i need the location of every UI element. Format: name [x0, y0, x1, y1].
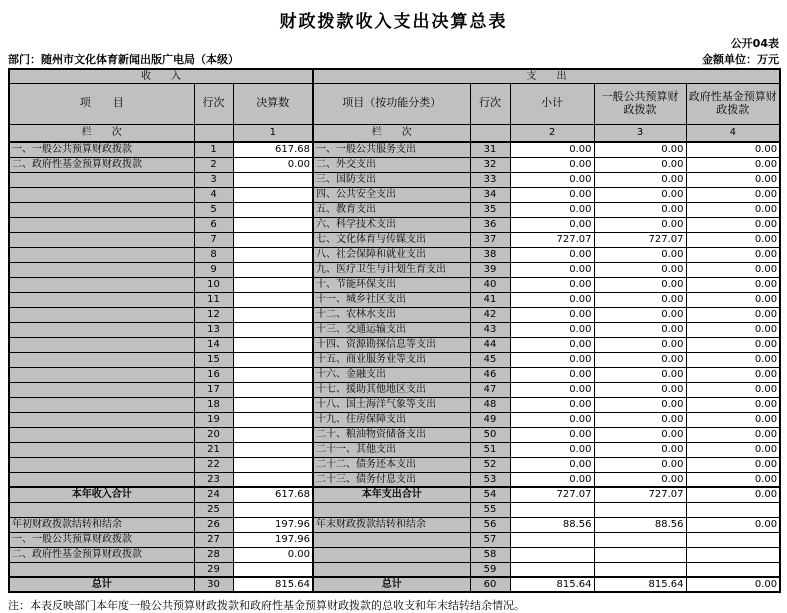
expense-general-cell: 0.00 — [594, 427, 686, 442]
expense-line-cell: 34 — [470, 187, 510, 202]
expense-item-cell: 十六、金融支出 — [313, 367, 470, 382]
expense-line-cell: 37 — [470, 232, 510, 247]
income-line-cell: 14 — [194, 337, 233, 352]
income-amount-cell — [233, 562, 313, 577]
expense-fund-cell: 0.00 — [686, 427, 780, 442]
expense-fund-cell: 0.00 — [686, 397, 780, 412]
table-row — [9, 202, 780, 217]
expense-subtotal-cell: 0.00 — [510, 337, 594, 352]
col-header-line2: 行次 — [470, 83, 510, 124]
income-line-cell: 13 — [194, 322, 233, 337]
table-row — [9, 487, 780, 502]
expense-general-cell: 0.00 — [594, 397, 686, 412]
table-row — [9, 517, 780, 532]
income-line-cell: 20 — [194, 427, 233, 442]
expense-line-cell: 44 — [470, 337, 510, 352]
table-row — [9, 442, 780, 457]
expense-subtotal-cell: 0.00 — [510, 352, 594, 367]
expense-item-cell: 本年支出合计 — [313, 487, 470, 502]
income-line-cell: 29 — [194, 562, 233, 577]
income-line-cell: 2 — [194, 157, 233, 172]
expense-subtotal-cell: 727.07 — [510, 232, 594, 247]
table-row — [9, 532, 780, 547]
expense-subtotal-cell: 0.00 — [510, 292, 594, 307]
income-item-cell — [9, 472, 194, 487]
income-line-cell: 4 — [194, 187, 233, 202]
expense-item-cell: 十一、城乡社区支出 — [313, 292, 470, 307]
income-amount-cell — [233, 382, 313, 397]
table-row — [9, 187, 780, 202]
table-row — [9, 307, 780, 322]
income-amount-cell — [233, 187, 313, 202]
expense-general-cell: 0.00 — [594, 247, 686, 262]
expense-item-cell: 十、节能环保支出 — [313, 277, 470, 292]
column-index-row — [9, 124, 780, 142]
expense-subtotal-cell: 727.07 — [510, 487, 594, 502]
income-item-cell — [9, 502, 194, 517]
income-item-cell — [9, 337, 194, 352]
expense-general-cell: 0.00 — [594, 292, 686, 307]
expense-general-cell: 0.00 — [594, 277, 686, 292]
expense-fund-cell: 0.00 — [686, 307, 780, 322]
unit-label: 金额单位：万元 — [702, 53, 779, 66]
income-item-cell — [9, 247, 194, 262]
budget-table — [8, 68, 781, 593]
table-row — [9, 157, 780, 172]
expense-fund-cell: 0.00 — [686, 262, 780, 277]
income-line-cell: 19 — [194, 412, 233, 427]
expense-item-cell: 二十一、其他支出 — [313, 442, 470, 457]
income-amount-cell: 617.68 — [233, 487, 313, 502]
expense-subtotal-cell — [510, 547, 594, 562]
col-index-4: 4 — [686, 124, 780, 142]
expense-line-cell: 54 — [470, 487, 510, 502]
income-line-cell: 30 — [194, 577, 233, 592]
expense-line-cell: 43 — [470, 322, 510, 337]
table-row — [9, 142, 780, 157]
expense-fund-cell: 0.00 — [686, 472, 780, 487]
expense-line-cell: 45 — [470, 352, 510, 367]
expense-subtotal-cell: 0.00 — [510, 382, 594, 397]
expense-fund-cell: 0.00 — [686, 412, 780, 427]
table-row — [9, 382, 780, 397]
income-amount-cell — [233, 337, 313, 352]
form-code: 公开04表 — [730, 37, 779, 50]
expense-general-cell: 0.00 — [594, 307, 686, 322]
expense-line-cell: 57 — [470, 532, 510, 547]
expense-fund-cell: 0.00 — [686, 577, 780, 592]
expense-fund-cell — [686, 547, 780, 562]
income-amount-cell: 197.96 — [233, 517, 313, 532]
expense-line-cell: 46 — [470, 367, 510, 382]
expense-subtotal-cell: 0.00 — [510, 172, 594, 187]
expense-general-cell: 0.00 — [594, 142, 686, 157]
table-row — [9, 562, 780, 577]
income-amount-cell — [233, 172, 313, 187]
expense-general-cell: 0.00 — [594, 322, 686, 337]
expense-fund-cell: 0.00 — [686, 292, 780, 307]
expense-fund-cell: 0.00 — [686, 172, 780, 187]
expense-fund-cell: 0.00 — [686, 382, 780, 397]
expense-general-cell: 88.56 — [594, 517, 686, 532]
department-label: 部门：随州市文化体育新闻出版广电局（本级） — [8, 53, 239, 66]
income-item-cell — [9, 382, 194, 397]
income-item-cell — [9, 412, 194, 427]
expense-line-cell: 47 — [470, 382, 510, 397]
income-item-cell: 总计 — [9, 577, 194, 592]
expense-fund-cell: 0.00 — [686, 367, 780, 382]
income-line-cell: 23 — [194, 472, 233, 487]
expense-general-cell — [594, 502, 686, 517]
expense-line-cell: 35 — [470, 202, 510, 217]
table-row — [9, 172, 780, 187]
expense-subtotal-cell: 0.00 — [510, 202, 594, 217]
expense-general-cell: 0.00 — [594, 172, 686, 187]
expense-line-cell: 33 — [470, 172, 510, 187]
expense-item-cell: 十八、国土海洋气象等支出 — [313, 397, 470, 412]
expense-item-cell: 二十三、债务付息支出 — [313, 472, 470, 487]
table-body — [9, 142, 780, 592]
income-amount-cell — [233, 247, 313, 262]
income-amount-cell — [233, 412, 313, 427]
expense-subtotal-cell: 0.00 — [510, 472, 594, 487]
expense-fund-cell — [686, 562, 780, 577]
income-item-cell — [9, 172, 194, 187]
income-item-cell — [9, 292, 194, 307]
expense-general-cell: 0.00 — [594, 262, 686, 277]
income-amount-cell — [233, 427, 313, 442]
expense-general-cell: 0.00 — [594, 412, 686, 427]
expense-general-cell: 0.00 — [594, 352, 686, 367]
column-header-row — [9, 83, 780, 124]
expense-subtotal-cell: 0.00 — [510, 217, 594, 232]
expense-subtotal-cell: 0.00 — [510, 157, 594, 172]
expense-line-cell: 36 — [470, 217, 510, 232]
col-header-amount: 决算数 — [233, 83, 313, 124]
expense-general-cell: 0.00 — [594, 157, 686, 172]
income-amount-cell — [233, 202, 313, 217]
col-index-1: 1 — [233, 124, 313, 142]
income-line-cell: 3 — [194, 172, 233, 187]
expense-line-cell: 52 — [470, 457, 510, 472]
expense-fund-cell: 0.00 — [686, 142, 780, 157]
expense-fund-cell: 0.00 — [686, 322, 780, 337]
expense-fund-cell: 0.00 — [686, 517, 780, 532]
table-row — [9, 412, 780, 427]
income-item-cell — [9, 217, 194, 232]
income-item-cell — [9, 397, 194, 412]
table-row — [9, 262, 780, 277]
income-line-cell: 8 — [194, 247, 233, 262]
table-row — [9, 232, 780, 247]
expense-fund-cell — [686, 532, 780, 547]
expense-item-cell: 六、科学技术支出 — [313, 217, 470, 232]
expense-line-cell: 40 — [470, 277, 510, 292]
income-amount-cell — [233, 352, 313, 367]
expense-fund-cell: 0.00 — [686, 277, 780, 292]
income-line-cell: 10 — [194, 277, 233, 292]
income-item-cell — [9, 457, 194, 472]
income-amount-cell — [233, 217, 313, 232]
expense-item-cell — [313, 502, 470, 517]
footnote: 注：本表反映部门本年度一般公共预算财政拨款和政府性基金预算财政拨款的总收支和年末结转结余情况。 — [8, 599, 525, 612]
expense-line-cell: 42 — [470, 307, 510, 322]
income-item-cell — [9, 562, 194, 577]
table-row — [9, 367, 780, 382]
income-item-cell: 一、一般公共预算财政拨款 — [9, 142, 194, 157]
expense-subtotal-cell: 0.00 — [510, 427, 594, 442]
meta-row — [8, 51, 779, 67]
expense-subtotal-cell: 0.00 — [510, 277, 594, 292]
income-amount-cell — [233, 262, 313, 277]
col-header-general-budget: 一般公共预算财政拨款 — [594, 83, 686, 124]
expense-item-cell: 总计 — [313, 577, 470, 592]
expense-subtotal-cell — [510, 532, 594, 547]
table-row — [9, 547, 780, 562]
expense-general-cell: 0.00 — [594, 442, 686, 457]
expense-subtotal-cell: 0.00 — [510, 367, 594, 382]
expense-line-cell: 32 — [470, 157, 510, 172]
expense-line-cell: 49 — [470, 412, 510, 427]
table-row — [9, 502, 780, 517]
income-line-cell: 9 — [194, 262, 233, 277]
table-row — [9, 397, 780, 412]
income-item-cell — [9, 262, 194, 277]
expense-line-cell: 56 — [470, 517, 510, 532]
expense-line-cell: 38 — [470, 247, 510, 262]
income-item-cell — [9, 352, 194, 367]
expense-item-cell: 十九、住房保障支出 — [313, 412, 470, 427]
income-amount-cell — [233, 307, 313, 322]
expense-subtotal-cell: 0.00 — [510, 142, 594, 157]
expense-subtotal-cell — [510, 562, 594, 577]
col-header-line: 行次 — [194, 83, 233, 124]
expense-item-cell: 二十、粮油物资储备支出 — [313, 427, 470, 442]
income-amount-cell — [233, 502, 313, 517]
income-amount-cell: 0.00 — [233, 157, 313, 172]
income-item-cell — [9, 367, 194, 382]
expense-fund-cell: 0.00 — [686, 247, 780, 262]
expense-item-cell: 三、国防支出 — [313, 172, 470, 187]
income-line-cell: 17 — [194, 382, 233, 397]
expense-general-cell: 0.00 — [594, 337, 686, 352]
expense-item-cell: 一、一般公共服务支出 — [313, 142, 470, 157]
lanci-right-blank — [470, 124, 510, 142]
expense-item-cell: 十二、农林水支出 — [313, 307, 470, 322]
expense-fund-cell: 0.00 — [686, 457, 780, 472]
expense-item-cell: 八、社会保障和就业支出 — [313, 247, 470, 262]
expense-line-cell: 55 — [470, 502, 510, 517]
expense-item-cell — [313, 547, 470, 562]
lanci-right-label: 栏 次 — [313, 124, 470, 142]
expense-fund-cell: 0.00 — [686, 187, 780, 202]
col-index-2: 2 — [510, 124, 594, 142]
expense-line-cell: 53 — [470, 472, 510, 487]
table-row — [9, 577, 780, 592]
expense-subtotal-cell — [510, 502, 594, 517]
col-header-item: 项 目 — [9, 83, 194, 124]
income-line-cell: 7 — [194, 232, 233, 247]
income-line-cell: 28 — [194, 547, 233, 562]
income-line-cell: 22 — [194, 457, 233, 472]
expense-item-cell: 二、外交支出 — [313, 157, 470, 172]
page-title: 财政拨款收入支出决算总表 — [279, 12, 508, 32]
income-amount-cell — [233, 397, 313, 412]
expense-general-cell: 0.00 — [594, 457, 686, 472]
expense-subtotal-cell: 0.00 — [510, 457, 594, 472]
income-item-cell: 一、一般公共预算财政拨款 — [9, 532, 194, 547]
expense-fund-cell: 0.00 — [686, 157, 780, 172]
expense-item-cell — [313, 532, 470, 547]
income-item-cell — [9, 442, 194, 457]
expense-item-cell: 五、教育支出 — [313, 202, 470, 217]
expense-general-cell: 0.00 — [594, 367, 686, 382]
income-item-cell — [9, 232, 194, 247]
expense-subtotal-cell: 0.00 — [510, 397, 594, 412]
expense-general-cell: 727.07 — [594, 487, 686, 502]
income-line-cell: 6 — [194, 217, 233, 232]
expense-line-cell: 60 — [470, 577, 510, 592]
expense-general-cell: 727.07 — [594, 232, 686, 247]
income-line-cell: 15 — [194, 352, 233, 367]
income-line-cell: 1 — [194, 142, 233, 157]
table-row — [9, 322, 780, 337]
lanci-left-label: 栏 次 — [9, 124, 194, 142]
income-amount-cell — [233, 232, 313, 247]
expense-fund-cell: 0.00 — [686, 217, 780, 232]
income-amount-cell: 0.00 — [233, 547, 313, 562]
expense-fund-cell: 0.00 — [686, 337, 780, 352]
expense-general-cell — [594, 532, 686, 547]
expense-line-cell: 48 — [470, 397, 510, 412]
expense-section-header: 支 出 — [313, 69, 780, 83]
expense-fund-cell: 0.00 — [686, 232, 780, 247]
income-amount-cell: 617.68 — [233, 142, 313, 157]
expense-item-cell: 十三、交通运输支出 — [313, 322, 470, 337]
col-header-item-func: 项目（按功能分类） — [313, 83, 470, 124]
expense-subtotal-cell: 0.00 — [510, 442, 594, 457]
table-row — [9, 472, 780, 487]
income-amount-cell — [233, 322, 313, 337]
expense-general-cell: 815.64 — [594, 577, 686, 592]
income-item-cell — [9, 427, 194, 442]
table-row — [9, 457, 780, 472]
expense-item-cell: 十七、援助其他地区支出 — [313, 382, 470, 397]
expense-subtotal-cell: 88.56 — [510, 517, 594, 532]
col-header-subtotal: 小计 — [510, 83, 594, 124]
income-line-cell: 21 — [194, 442, 233, 457]
expense-item-cell — [313, 562, 470, 577]
income-line-cell: 27 — [194, 532, 233, 547]
expense-line-cell: 58 — [470, 547, 510, 562]
income-item-cell: 二、政府性基金预算财政拨款 — [9, 157, 194, 172]
expense-line-cell: 50 — [470, 427, 510, 442]
expense-subtotal-cell: 0.00 — [510, 307, 594, 322]
expense-fund-cell — [686, 502, 780, 517]
expense-item-cell: 九、医疗卫生与计划生育支出 — [313, 262, 470, 277]
income-line-cell: 12 — [194, 307, 233, 322]
expense-general-cell: 0.00 — [594, 217, 686, 232]
table-row — [9, 247, 780, 262]
expense-subtotal-cell: 0.00 — [510, 187, 594, 202]
expense-line-cell: 31 — [470, 142, 510, 157]
income-line-cell: 24 — [194, 487, 233, 502]
expense-item-cell: 年末财政拨款结转和结余 — [313, 517, 470, 532]
income-line-cell: 26 — [194, 517, 233, 532]
income-amount-cell — [233, 457, 313, 472]
expense-item-cell: 四、公共安全支出 — [313, 187, 470, 202]
expense-subtotal-cell: 0.00 — [510, 262, 594, 277]
expense-line-cell: 39 — [470, 262, 510, 277]
income-amount-cell — [233, 277, 313, 292]
table-row — [9, 277, 780, 292]
income-line-cell: 16 — [194, 367, 233, 382]
income-item-cell — [9, 187, 194, 202]
income-line-cell: 11 — [194, 292, 233, 307]
col-header-gov-fund: 政府性基金预算财政拨款 — [686, 83, 780, 124]
income-amount-cell — [233, 367, 313, 382]
income-item-cell: 二、政府性基金预算财政拨款 — [9, 547, 194, 562]
income-amount-cell — [233, 292, 313, 307]
income-item-cell — [9, 307, 194, 322]
expense-fund-cell: 0.00 — [686, 487, 780, 502]
lanci-left-blank — [194, 124, 233, 142]
income-item-cell: 年初财政拨款结转和结余 — [9, 517, 194, 532]
table-row — [9, 427, 780, 442]
income-amount-cell — [233, 472, 313, 487]
expense-general-cell — [594, 562, 686, 577]
expense-line-cell: 51 — [470, 442, 510, 457]
expense-subtotal-cell: 0.00 — [510, 412, 594, 427]
expense-subtotal-cell: 0.00 — [510, 247, 594, 262]
expense-item-cell: 二十二、债务还本支出 — [313, 457, 470, 472]
income-item-cell — [9, 202, 194, 217]
expense-item-cell: 七、文化体育与传媒支出 — [313, 232, 470, 247]
table-row — [9, 217, 780, 232]
expense-line-cell: 41 — [470, 292, 510, 307]
expense-item-cell: 十四、资源勘探信息等支出 — [313, 337, 470, 352]
income-item-cell — [9, 277, 194, 292]
table-row — [9, 352, 780, 367]
income-line-cell: 18 — [194, 397, 233, 412]
col-index-3: 3 — [594, 124, 686, 142]
section-header-row — [9, 69, 780, 83]
expense-general-cell: 0.00 — [594, 472, 686, 487]
income-section-header: 收 入 — [9, 69, 313, 83]
table-row — [9, 292, 780, 307]
income-item-cell — [9, 322, 194, 337]
income-amount-cell — [233, 442, 313, 457]
expense-general-cell: 0.00 — [594, 202, 686, 217]
expense-fund-cell: 0.00 — [686, 202, 780, 217]
income-amount-cell: 815.64 — [233, 577, 313, 592]
expense-subtotal-cell: 0.00 — [510, 322, 594, 337]
expense-fund-cell: 0.00 — [686, 442, 780, 457]
income-line-cell: 5 — [194, 202, 233, 217]
expense-general-cell: 0.00 — [594, 382, 686, 397]
expense-general-cell: 0.00 — [594, 187, 686, 202]
expense-line-cell: 59 — [470, 562, 510, 577]
table-row — [9, 337, 780, 352]
expense-fund-cell: 0.00 — [686, 352, 780, 367]
income-line-cell: 25 — [194, 502, 233, 517]
expense-general-cell — [594, 547, 686, 562]
income-item-cell: 本年收入合计 — [9, 487, 194, 502]
expense-item-cell: 十五、商业服务业等支出 — [313, 352, 470, 367]
income-amount-cell: 197.96 — [233, 532, 313, 547]
expense-subtotal-cell: 815.64 — [510, 577, 594, 592]
